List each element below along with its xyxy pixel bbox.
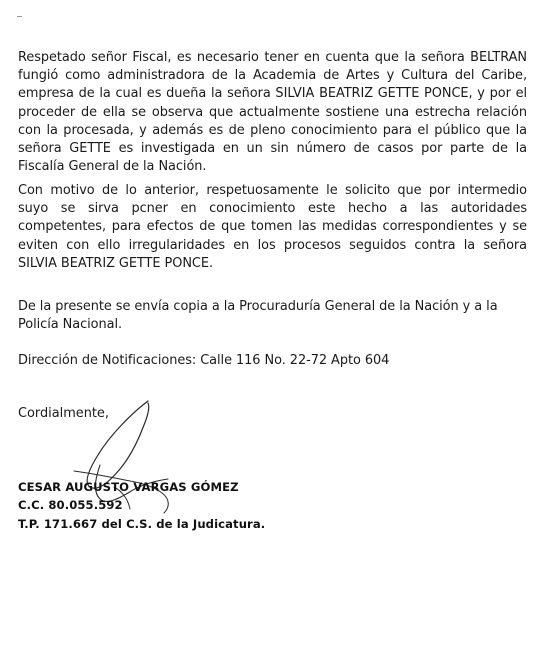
closing-salutation: Cordialmente, xyxy=(18,406,109,421)
notification-address: Dirección de Notificaciones: Calle 116 No. 22-72 Apto 604 xyxy=(18,353,390,368)
signatory-license: T.P. 171.667 del C.S. de la Judicatura. xyxy=(18,516,266,531)
signature-block xyxy=(18,478,265,533)
signatory-name: CESAR AUGUSTO VARGAS GÓMEZ xyxy=(18,480,239,494)
paragraph-fiscal-notice: Respetado señor Fiscal, es necesario tener en cuenta que la señora BELTRAN fungió como administradora de la Academia de Artes y Cultura del Caribe, empresa de la cual es dueña la señora SILVIA BEATRIZ GETTE PONCE, y por el proceder de ella se observa que actualmente sostiene una estrecha relación con la procesada, y además es de pleno conocimiento para el público que la señora GETTE es investigada en un sin número de casos por parte de la Fiscalía General de la Nación. xyxy=(18,50,527,175)
signatory-id: C.C. 80.055.592 xyxy=(18,498,123,513)
scan-mark xyxy=(17,16,22,17)
paragraph-copy-notice: De la presente se envía copia a la Procuraduría General de la Nación y a la Policía Nacional. xyxy=(18,299,498,333)
paragraph-request: Con motivo de lo anterior, respetuosamente le solicito que por intermedio suyo se sirva pcner en conocimiento este hecho a las autoridades competentes, para efectos de que tomen las medidas correspondientes y se eviten con ello irregularidades en los procesos seguidos contra la señora SILVIA BEATRIZ GETTE PONCE. xyxy=(18,183,527,271)
